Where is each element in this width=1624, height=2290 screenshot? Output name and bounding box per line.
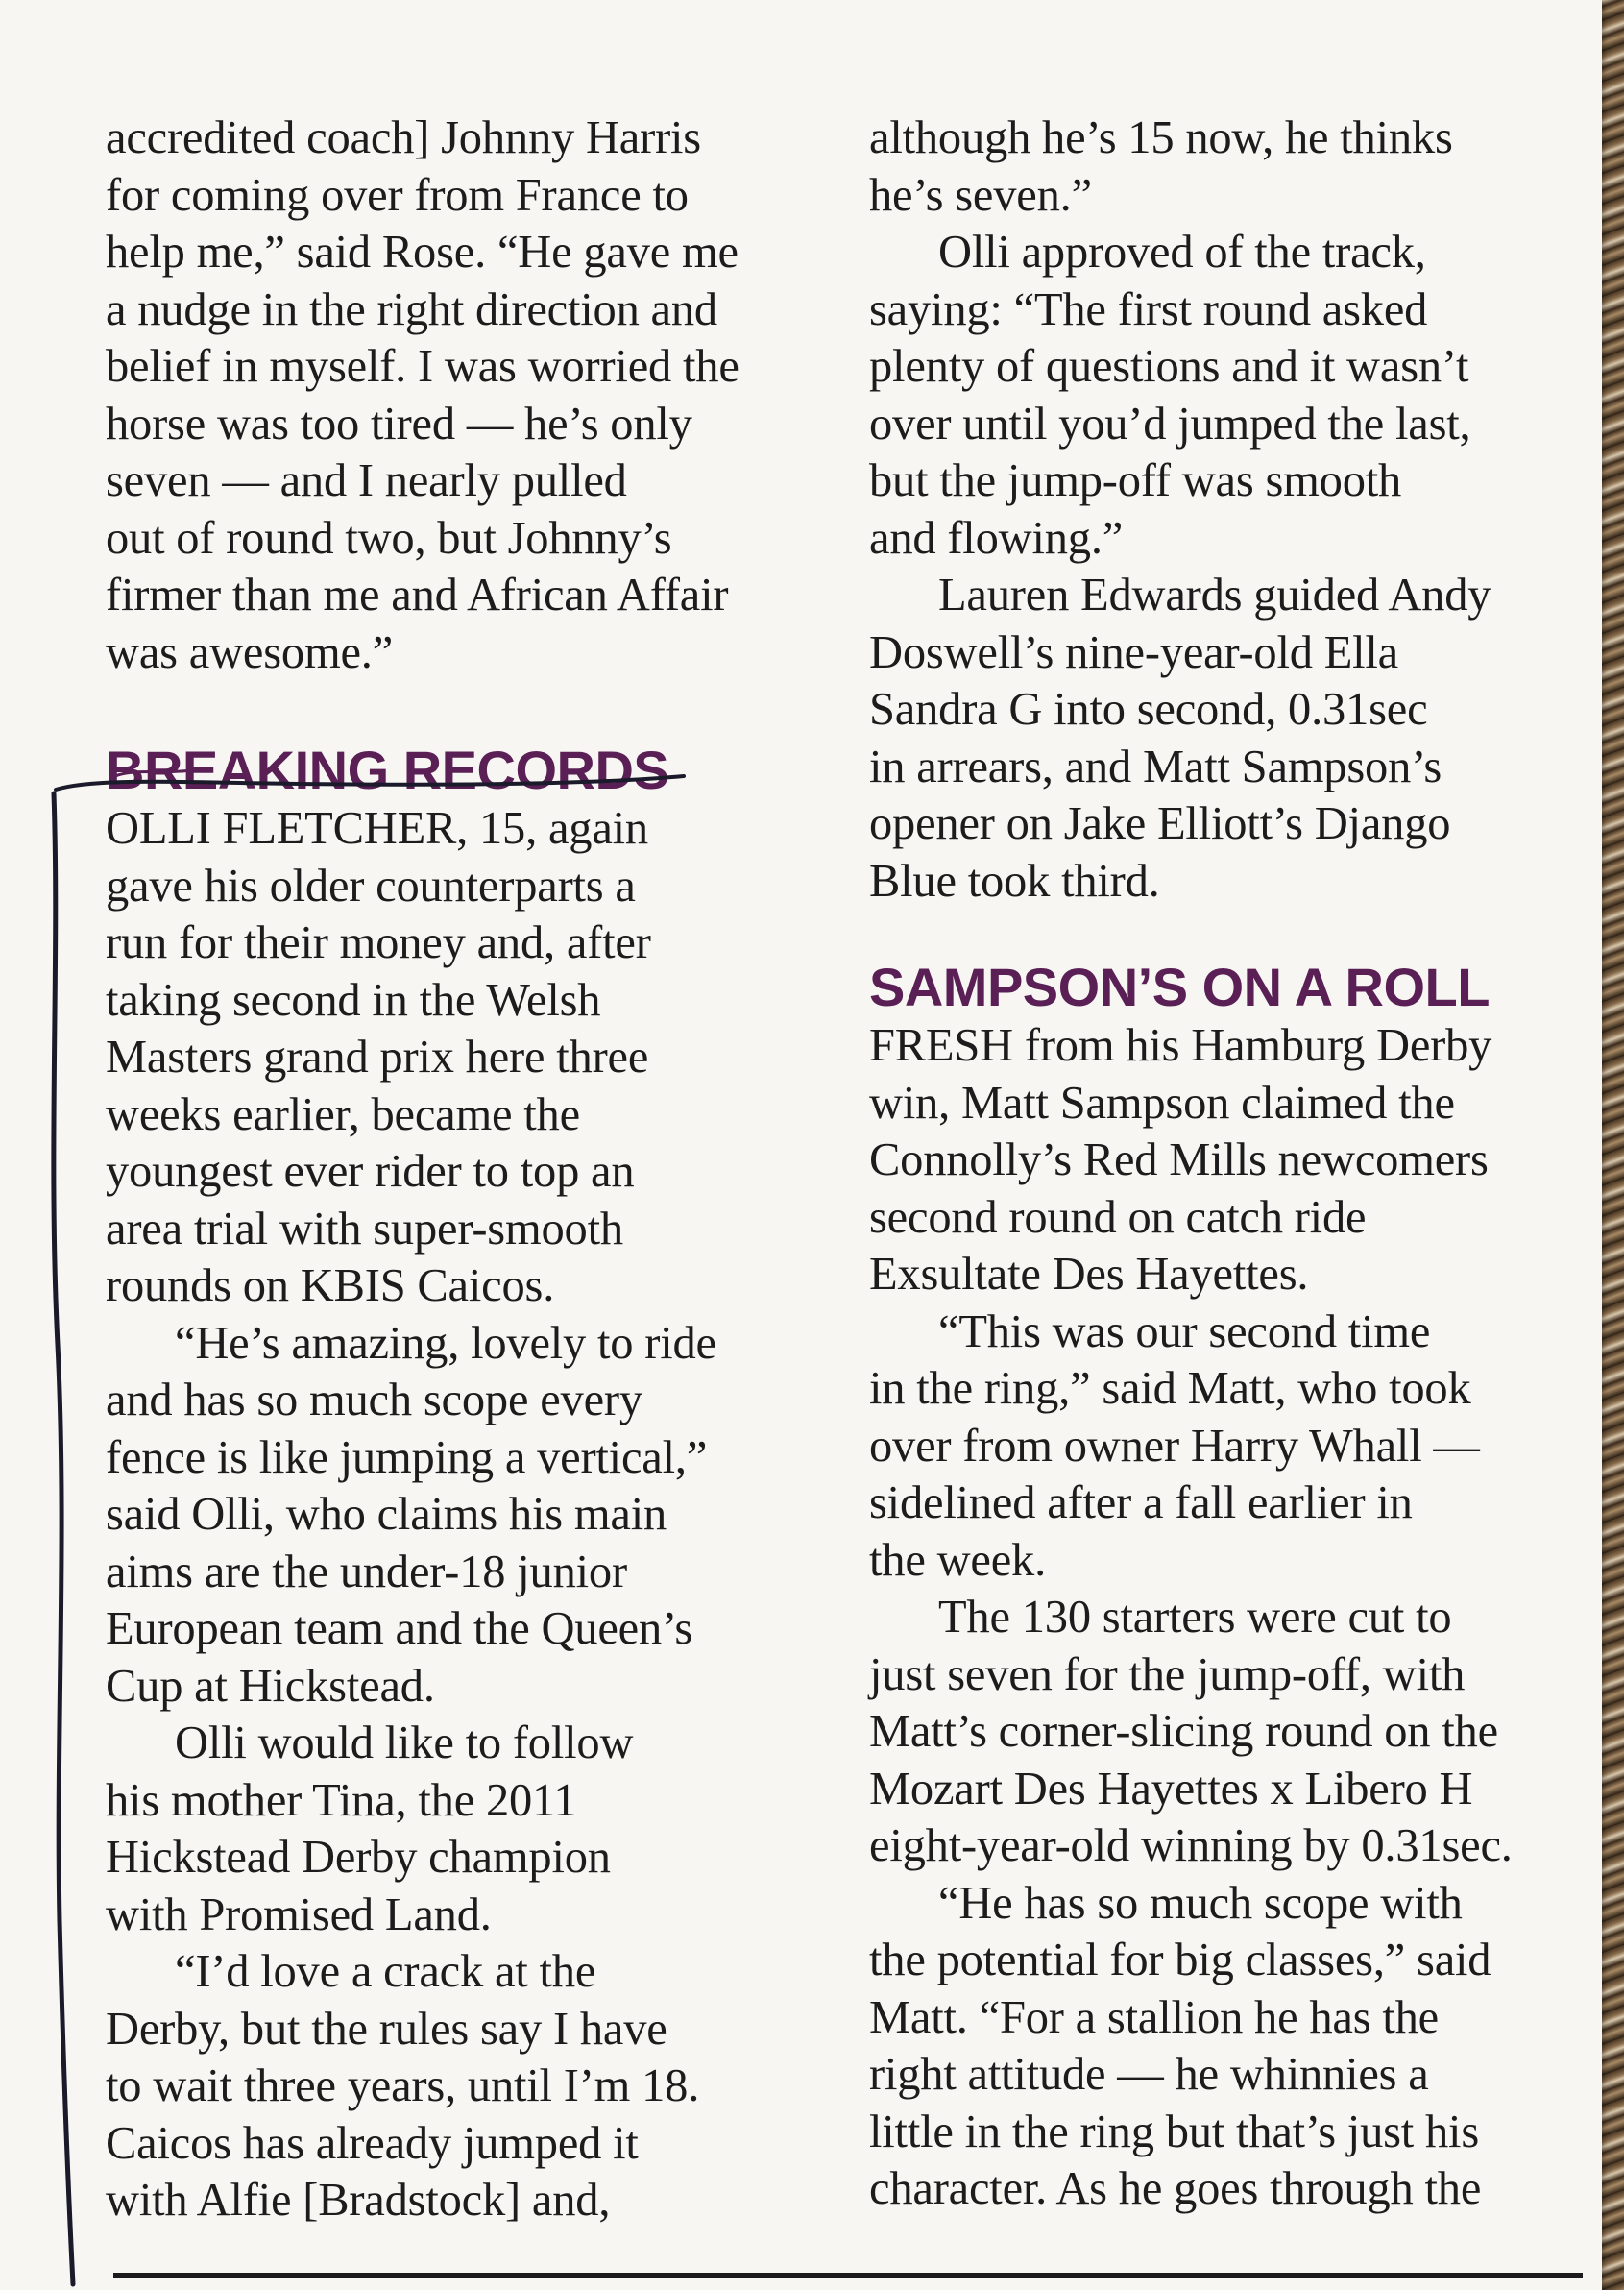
body-line: in arrears, and Matt Sampson’s bbox=[869, 741, 1442, 792]
body-line: with Alfie [Bradstock] and, bbox=[106, 2175, 611, 2226]
body-line: weeks earlier, became the bbox=[106, 1088, 580, 1140]
body-line: Matt. “For a stallion he has the bbox=[869, 1991, 1439, 2043]
body-line: European team and the Queen’s bbox=[106, 1603, 692, 1654]
body-line: second round on catch ride bbox=[869, 1191, 1367, 1243]
body-line: eight-year-old winning by 0.31sec. bbox=[869, 1820, 1513, 1871]
body-line: for coming over from France to bbox=[106, 169, 689, 221]
body-line: FRESH from his Hamburg Derby bbox=[869, 1020, 1492, 1071]
body-line: Sandra G into second, 0.31sec bbox=[869, 684, 1428, 735]
body-line: “I’d love a crack at the bbox=[175, 1946, 596, 1997]
body-line: OLLI FLETCHER, 15, again bbox=[106, 803, 648, 854]
body-line: “He has so much scope with bbox=[938, 1877, 1463, 1929]
section-heading-breaking-records: BREAKING RECORDS bbox=[106, 740, 669, 800]
body-line: Hickstead Derby champion bbox=[106, 1832, 611, 1883]
body-line: to wait three years, until I’m 18. bbox=[106, 2060, 700, 2111]
body-line: Masters grand prix here three bbox=[106, 1032, 649, 1083]
body-line: in the ring,” said Matt, who took bbox=[869, 1363, 1471, 1414]
body-line: sidelined after a fall earlier in bbox=[869, 1477, 1413, 1528]
body-line: Doswell’s nine-year-old Ella bbox=[869, 626, 1399, 678]
body-line: gave his older counterparts a bbox=[106, 860, 636, 912]
body-line: the potential for big classes,” said bbox=[869, 1935, 1491, 1985]
body-line: Connolly’s Red Mills newcomers bbox=[869, 1134, 1489, 1185]
body-line: run for their money and, after bbox=[106, 917, 651, 968]
body-line: with Promised Land. bbox=[106, 1888, 492, 1940]
body-line: but the jump-off was smooth bbox=[869, 455, 1402, 506]
body-line: firmer than me and African Affair bbox=[106, 570, 729, 621]
body-line: the week. bbox=[869, 1534, 1047, 1586]
body-line: belief in myself. I was worried the bbox=[106, 341, 739, 392]
body-line: his mother Tina, the 2011 bbox=[106, 1774, 577, 1826]
body-line: right attitude — he whinnies a bbox=[869, 2049, 1429, 2100]
left-column bbox=[106, 110, 812, 2229]
body-line: over until you’d jumped the last, bbox=[869, 398, 1471, 450]
body-line: although he’s 15 now, he thinks bbox=[869, 112, 1453, 163]
body-line: said Olli, who claims his main bbox=[106, 1489, 667, 1540]
body-line: Blue took third. bbox=[869, 855, 1160, 907]
body-line: rounds on KBIS Caicos. bbox=[106, 1260, 555, 1311]
body-line: horse was too tired — he’s only bbox=[106, 398, 692, 450]
body-line: area trial with super-smooth bbox=[106, 1203, 623, 1255]
body-line: The 130 starters were cut to bbox=[938, 1592, 1452, 1643]
body-line: seven — and I nearly pulled bbox=[106, 455, 627, 506]
body-line: Olli would like to follow bbox=[175, 1718, 634, 1768]
body-line: win, Matt Sampson claimed the bbox=[869, 1077, 1455, 1129]
body-line: opener on Jake Elliott’s Django bbox=[869, 798, 1451, 849]
body-line: Olli approved of the track, bbox=[938, 227, 1426, 278]
body-line: taking second in the Welsh bbox=[106, 974, 601, 1026]
body-line: Derby, but the rules say I have bbox=[106, 2003, 667, 2055]
body-line: accredited coach] Johnny Harris bbox=[106, 112, 701, 163]
body-line: youngest ever rider to top an bbox=[106, 1146, 635, 1197]
body-line: and flowing.” bbox=[869, 512, 1124, 564]
body-line: over from owner Harry Whall — bbox=[869, 1420, 1480, 1472]
bottom-rule bbox=[113, 2273, 1583, 2278]
body-line: plenty of questions and it wasn’t bbox=[869, 341, 1469, 392]
body-line: character. As he goes through the bbox=[869, 2163, 1482, 2214]
body-line: Cup at Hickstead. bbox=[106, 1660, 435, 1712]
body-line: and has so much scope every bbox=[106, 1375, 642, 1425]
body-line: help me,” said Rose. “He gave me bbox=[106, 227, 739, 278]
body-line: Matt’s corner-slicing round on the bbox=[869, 1706, 1498, 1757]
body-line: just seven for the jump-off, with bbox=[869, 1648, 1466, 1700]
body-line: was awesome.” bbox=[106, 626, 394, 678]
right-column bbox=[869, 110, 1580, 2218]
body-line: fence is like jumping a vertical,” bbox=[106, 1431, 708, 1483]
body-line: a nudge in the right direction and bbox=[106, 283, 717, 335]
body-line: aims are the under-18 junior bbox=[106, 1546, 627, 1597]
body-line: “This was our second time bbox=[938, 1305, 1431, 1357]
body-line: he’s seven.” bbox=[869, 169, 1092, 221]
body-line: Exsultate Des Hayettes. bbox=[869, 1249, 1309, 1300]
body-line: out of round two, but Johnny’s bbox=[106, 512, 672, 564]
body-line: Caicos has already jumped it bbox=[106, 2117, 639, 2169]
body-line: little in the ring but that’s just his bbox=[869, 2106, 1480, 2157]
body-line: Lauren Edwards guided Andy bbox=[938, 570, 1491, 621]
section-heading-sampsons-on-a-roll: SAMPSON’S ON A ROLL bbox=[869, 957, 1490, 1017]
body-line: “He’s amazing, lovely to ride bbox=[175, 1317, 716, 1369]
body-line: saying: “The first round asked bbox=[869, 283, 1428, 335]
body-line: Mozart Des Hayettes x Libero H bbox=[869, 1763, 1473, 1815]
